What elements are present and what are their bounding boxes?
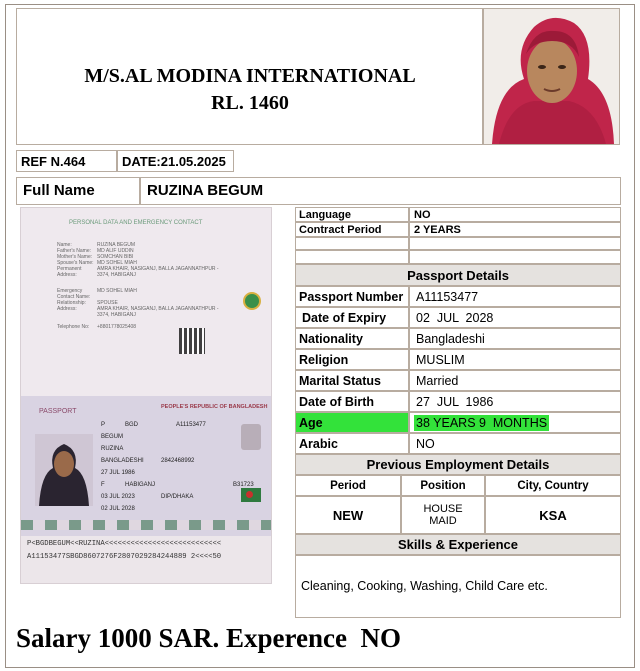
nationality-label: Nationality	[295, 328, 409, 349]
scan-issue: 03 JUL 2023	[101, 494, 135, 500]
field-key: Address:	[57, 306, 77, 312]
position-header: Position	[401, 475, 485, 496]
field-value: MD SOHEL MIAH	[97, 288, 137, 294]
contract-value: 2 YEARS	[409, 222, 621, 237]
dob-label: Date of Birth	[295, 391, 409, 412]
age-value-cell	[409, 412, 621, 433]
scan-dob: 27 JUL 1986	[101, 470, 135, 476]
scan-birthplace: HABIGANJ	[125, 482, 156, 488]
field-value: AMRA KHAIR, NASIGANJ, BALLA JAGANNATHPUR - 3374, HABIGANJ	[97, 266, 219, 278]
passport-number-label: Passport Number	[295, 286, 409, 307]
company-name: M/S.AL MODINA INTERNATIONAL	[84, 65, 416, 87]
license-number: RL. 1460	[211, 92, 289, 114]
full-name-label: Full Name	[16, 177, 140, 205]
period-header: Period	[295, 475, 401, 496]
skills-text: Cleaning, Cooking, Washing, Child Care etc.	[301, 579, 548, 593]
ghost-photo-icon	[241, 424, 261, 450]
expiry-label: Date of Expiry	[295, 307, 409, 328]
marital-status-label: Marital Status	[295, 370, 409, 391]
blank-row	[409, 237, 621, 250]
field-value: SOMCHAN BIBI	[97, 254, 134, 260]
blank-row	[295, 250, 409, 264]
arabic-label: Arabic	[295, 433, 409, 454]
passport-type: P	[101, 422, 106, 428]
religion-value: MUSLIM	[409, 349, 621, 370]
dob-value: 27 JUL 1986	[409, 391, 621, 412]
salary-line: Salary 1000 SAR. Experence NO	[16, 623, 401, 653]
flag-icon	[241, 488, 261, 502]
field-key: Spouse's Name:	[57, 260, 94, 266]
employment-header: Previous Employment Details	[295, 454, 621, 475]
age-value: 38 YEARS 9 MONTHS	[416, 416, 548, 430]
country-header: PEOPLE'S REPUBLIC OF BANGLADESH	[161, 404, 268, 410]
field-value: +8801778025408	[97, 324, 137, 330]
mrz-line-1: P<BGDBEGUM<<RUZINA<<<<<<<<<<<<<<<<<<<<<<<<<<<	[27, 540, 222, 548]
personal-data-fields	[57, 242, 227, 330]
religion-label: Religion	[295, 349, 409, 370]
city-country-header: City, Country	[485, 475, 621, 496]
passport-scan	[20, 207, 272, 584]
city-country-value: KSA	[539, 508, 567, 523]
ref-number: REF N.464	[16, 150, 117, 172]
passport-holder-photo	[35, 434, 93, 506]
scan-prev-passport: B31723	[233, 482, 254, 488]
scan-authority: DIP/DHAKA	[161, 494, 194, 500]
position-cell	[401, 496, 485, 534]
blank-row	[295, 237, 409, 250]
candidate-photo	[483, 8, 620, 145]
full-name-value: RUZINA BEGUM	[140, 177, 621, 205]
marital-status-value: Married	[409, 370, 621, 391]
emergency-title: PERSONAL DATA AND EMERGENCY CONTACT	[69, 220, 203, 226]
language-label: Language	[295, 207, 409, 222]
language-value: NO	[409, 207, 621, 222]
period-value: NEW	[332, 508, 364, 523]
scan-passport-number: A11153477	[176, 422, 206, 428]
photo-strip	[21, 520, 272, 530]
field-value: AMRA KHAIR, NASIGANJ, BALLA JAGANNATHPUR - 3374, HABIGANJ	[97, 306, 219, 318]
field-key: Name:	[57, 242, 72, 248]
scan-nationality: BANGLADESHI	[101, 458, 144, 464]
mrz-line-2: A11153477SBGD8607276F2807029284244889 2<<<<50	[27, 553, 222, 561]
field-value: SPOUSE	[97, 300, 118, 306]
field-key: Father's Name:	[57, 248, 92, 254]
country-code: BGD	[125, 422, 139, 428]
city-country-cell	[485, 496, 621, 534]
period-cell	[295, 496, 401, 534]
passport-number-value: A11153477	[409, 286, 621, 307]
field-key: Permanent Address:	[57, 266, 82, 278]
arabic-value: NO	[409, 433, 621, 454]
passport-details-header: Passport Details	[295, 264, 621, 286]
field-value: RUZINA BEGUM	[97, 242, 136, 248]
field-key: Relationship:	[57, 300, 86, 306]
position-value: HOUSE MAID	[423, 503, 463, 527]
field-key: Emergency Contact Name:	[57, 288, 91, 300]
scan-personal-no: 2842468992	[161, 458, 195, 464]
scan-sex: F	[101, 482, 105, 488]
scan-expiry: 02 JUL 2028	[101, 506, 135, 512]
expiry-value: 02 JUL 2028	[409, 307, 621, 328]
field-key: Telephone No:	[57, 324, 90, 330]
bangladesh-emblem-icon	[243, 292, 261, 310]
contract-label: Contract Period	[295, 222, 409, 237]
skills-header: Skills & Experience	[295, 534, 621, 555]
qr-code-icon	[179, 328, 205, 354]
passport-word: PASSPORT	[39, 408, 77, 415]
field-key: Mother's Name:	[57, 254, 93, 260]
field-value: MD ALIF UDDIN	[97, 248, 134, 254]
field-value: MD SOHEL MIAH	[97, 260, 137, 266]
scan-surname: BEGUM	[101, 434, 124, 440]
scan-given-name: RUZINA	[101, 446, 124, 452]
ref-date: DATE:21.05.2025	[117, 150, 234, 172]
age-label: Age	[295, 412, 409, 433]
blank-row	[409, 250, 621, 264]
nationality-value: Bangladeshi	[409, 328, 621, 349]
